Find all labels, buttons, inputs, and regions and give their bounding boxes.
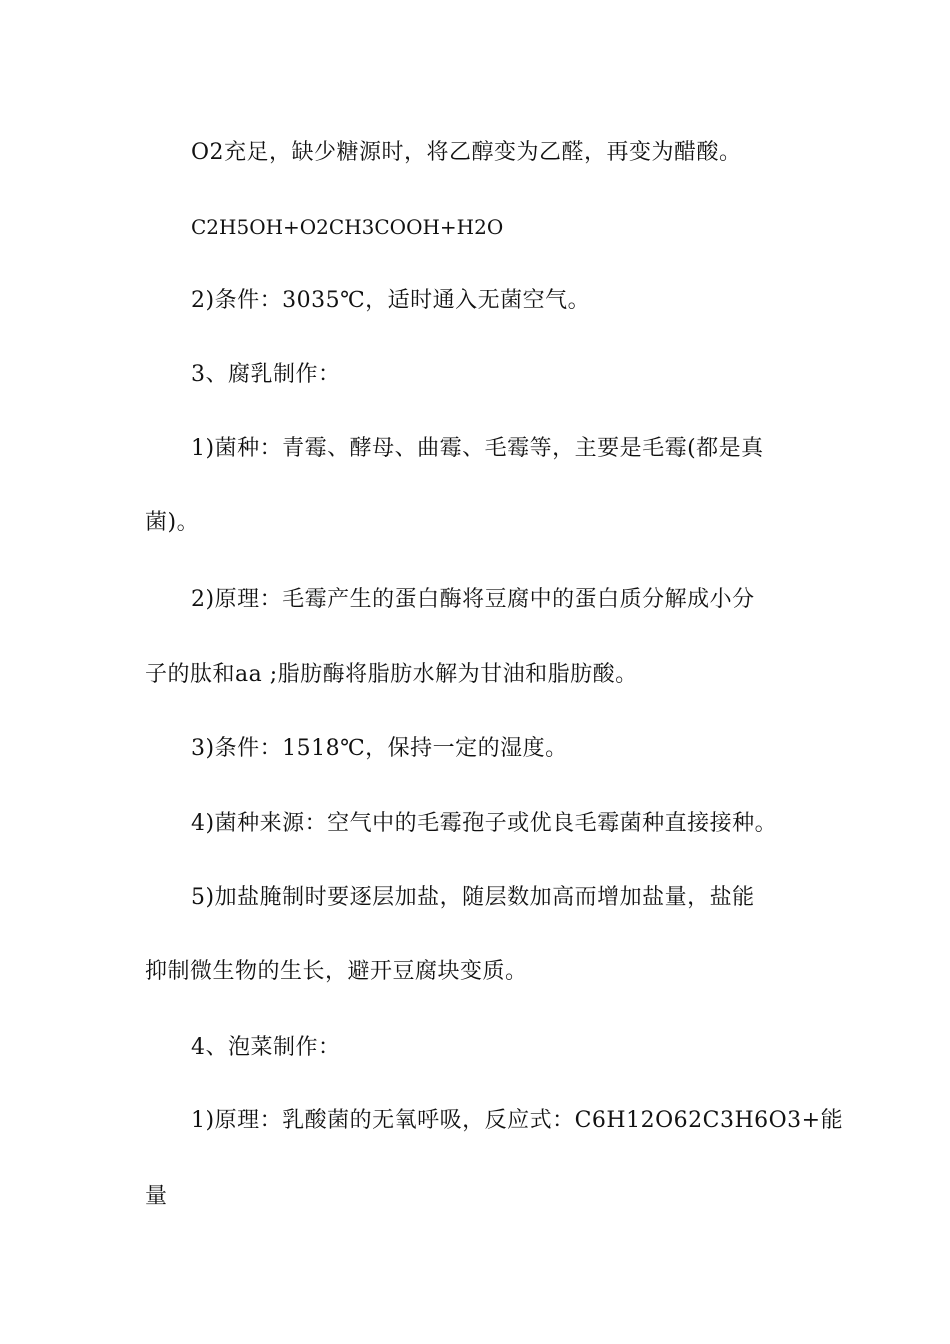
paragraph-line-3: 2)条件：3035℃，适时通入无菌空气。 (191, 288, 591, 313)
paragraph-line-10: 4)菌种来源：空气中的毛霉孢子或优良毛霉菌种直接接种。 (191, 811, 778, 836)
paragraph-line-6: 菌)。 (145, 510, 200, 535)
paragraph-line-8: 子的肽和aa ;脂肪酶将脂肪水解为甘油和脂肪酸。 (145, 662, 638, 687)
paragraph-line-15: 量 (145, 1184, 168, 1209)
paragraph-line-12: 抑制微生物的生长，避开豆腐块变质。 (145, 959, 528, 984)
paragraph-line-5: 1)菌种：青霉、酵母、曲霉、毛霉等，主要是毛霉(都是真 (191, 436, 764, 461)
paragraph-line-7: 2)原理：毛霉产生的蛋白酶将豆腐中的蛋白质分解成小分 (191, 587, 755, 612)
chemical-equation-line: C2H5OH+O2CH3COOH+H2O (191, 215, 504, 239)
paragraph-line-1: O2充足，缺少糖源时，将乙醇变为乙醛，再变为醋酸。 (191, 140, 742, 165)
paragraph-line-9: 3)条件：1518℃，保持一定的湿度。 (191, 736, 568, 761)
section-heading-pickles: 4、泡菜制作： (191, 1035, 341, 1060)
paragraph-line-14: 1)原理：乳酸菌的无氧呼吸，反应式：C6H12O62C3H6O3+能 (191, 1108, 844, 1133)
section-heading-fermented-tofu: 3、腐乳制作： (191, 362, 341, 387)
paragraph-line-11: 5)加盐腌制时要逐层加盐，随层数加高而增加盐量，盐能 (191, 885, 755, 910)
